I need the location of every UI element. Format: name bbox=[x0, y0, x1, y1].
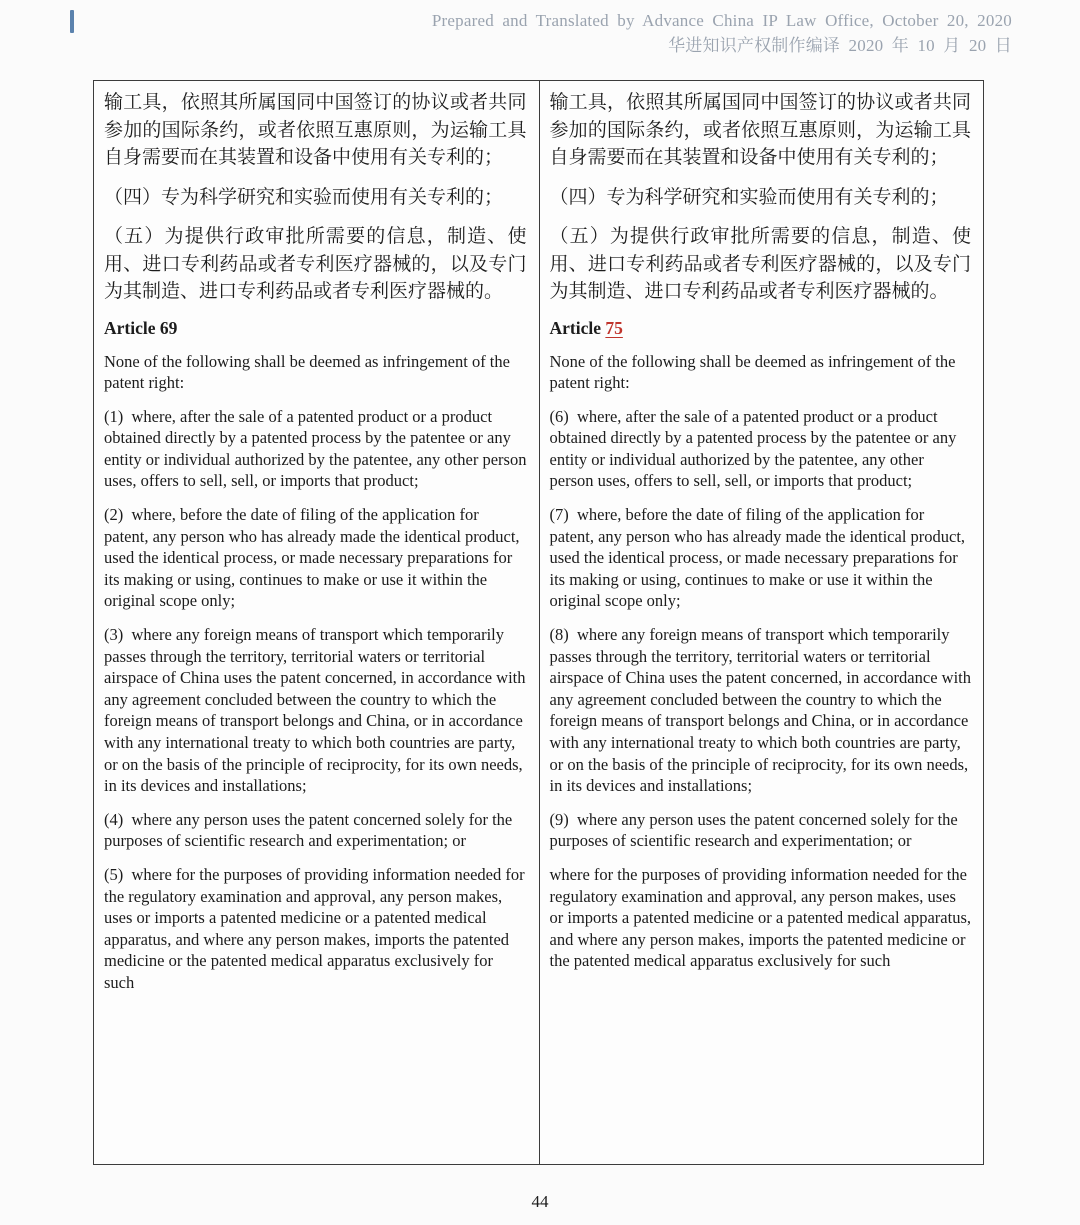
paragraph: (2) where, before the date of filing of the application for patent, any person who has already made the identical product, used the identical process, or made necessary preparations for its making or using, continues to make or use it within the original scope only; bbox=[104, 505, 520, 611]
paragraph: 输工具，依照其所属国同中国签订的协议或者共同参加的国际条约，或者依照互惠原则，为运输工具自身需要而在其装置和设备中使用有关专利的； bbox=[549, 92, 971, 168]
english-paragraphs-revised bbox=[550, 406, 972, 972]
comparison-table bbox=[93, 80, 984, 1165]
column-revised-law bbox=[539, 81, 984, 1164]
article-number: 69 bbox=[159, 317, 178, 338]
paragraph: （四）专为科学研究和实验而使用有关专利的； bbox=[104, 186, 504, 208]
paragraph: where for the purposes of providing information needed for the regulatory examination and approval, any person makes, uses or imports a patented medicine or a patented medical apparatus, and where any person makes, imports the patented medicine or the patented medical apparatus exclusively for such bbox=[549, 864, 971, 971]
header-english-line: Prepared and Translated by Advance China IP Law Office, October 20, 2020 bbox=[431, 11, 1012, 30]
paragraph: (6) where, after the sale of a patented product or a product obtained directly by a patented process by the patentee or any entity or individual authorized by the patentee, any other person uses, offers to sell, sell, or imports that product; bbox=[549, 406, 957, 491]
chinese-paragraphs-revised bbox=[550, 89, 972, 306]
page-number: 44 bbox=[531, 1192, 549, 1211]
paragraph: (5) where for the purposes of providing information needed for the regulatory examination and approval, any person makes, uses or imports a patented medicine or a patented medical apparatus, and where any person makes, imports the patented medicine or the patented medical apparatus exclusively for such bbox=[104, 864, 525, 992]
paragraph: (1) where, after the sale of a patented product or a product obtained directly by a patented process by the patentee or any entity or individual authorized by the patentee, any other person uses, offers to sell, sell, or imports that product; bbox=[104, 406, 527, 491]
header-chinese-line: 华进知识产权制作编译 2020 年 10 月 20 日 bbox=[668, 36, 1012, 55]
blue-accent-bar-icon bbox=[70, 10, 74, 33]
paragraph: （五）为提供行政审批所需要的信息，制造、使用、进口专利药品或者专利医疗器械的，以及专门为其制造、进口专利药品或者专利医疗器械的。 bbox=[549, 226, 971, 302]
article-number-revised: 75 bbox=[605, 317, 623, 338]
paragraph: (4) where any person uses the patent concerned solely for the purposes of scientific research and experimentation; or bbox=[104, 809, 513, 851]
paragraph: (3) where any foreign means of transport which temporarily passes through the territory, territorial waters or territorial airspace of China uses the patent concerned, in accordance with any agreement concluded between the country to which the foreign means of transport belongs and China, or in accordance with any international treaty to which both countries are party, or on the basis of the principle of reciprocity, for its own needs, in its devices and installations; bbox=[104, 625, 526, 796]
paragraph: （五）为提供行政审批所需要的信息，制造、使用、进口专利药品或者专利医疗器械的，以及专门为其制造、进口专利药品或者专利医疗器械的。 bbox=[104, 226, 527, 302]
article-label: Article bbox=[104, 317, 160, 338]
intro-paragraph-revised: None of the following shall be deemed as infringement of the patent right: bbox=[549, 351, 956, 393]
paragraph: (9) where any person uses the patent concerned solely for the purposes of scientific research and experimentation; or bbox=[549, 809, 958, 851]
intro-paragraph-original: None of the following shall be deemed as infringement of the patent right: bbox=[104, 351, 510, 393]
english-paragraphs-original bbox=[104, 406, 527, 994]
column-original-law bbox=[94, 81, 539, 1164]
article-heading-original bbox=[104, 318, 527, 339]
paragraph: (7) where, before the date of filing of the application for patent, any person who has already made the identical product, used the identical process, or made necessary preparations for its making or using, continues to make or use it within the original scope only; bbox=[549, 505, 966, 611]
paragraph: (8) where any foreign means of transport which temporarily passes through the territory, territorial waters or territorial airspace of China uses the patent concerned, in accordance with any agreement concluded between the country to which the foreign means of transport belongs and China, or in accordance with any international treaty to which both countries are party, or on the basis of the principle of reciprocity, for its own needs, in its devices and installations; bbox=[549, 625, 971, 796]
chinese-paragraphs-original bbox=[104, 89, 527, 306]
page-header bbox=[432, 8, 1012, 58]
article-label: Article bbox=[549, 317, 606, 338]
paragraph: 输工具，依照其所属国同中国签订的协议或者共同参加的国际条约，或者依照互惠原则，为运输工具自身需要而在其装置和设备中使用有关专利的； bbox=[104, 92, 527, 168]
paragraph: （四）专为科学研究和实验而使用有关专利的； bbox=[549, 186, 949, 208]
article-heading-revised bbox=[550, 318, 972, 339]
